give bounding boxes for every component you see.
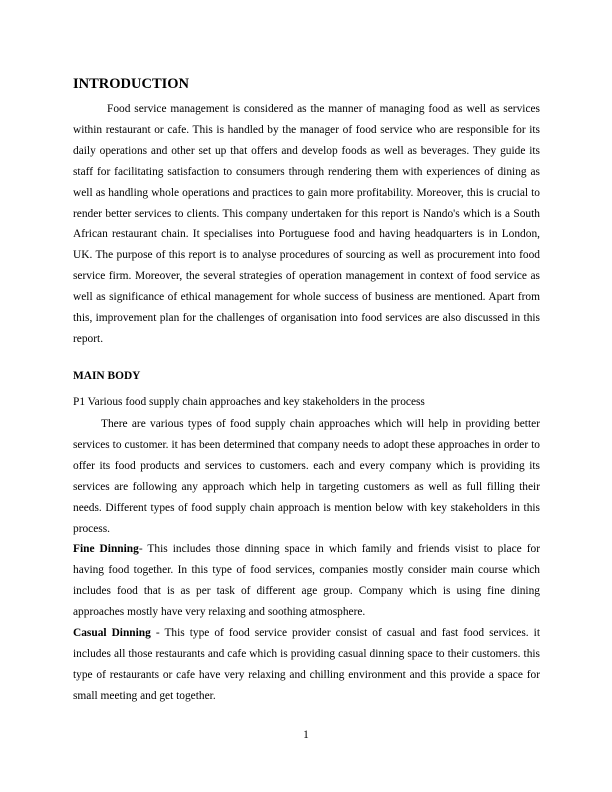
main-body-heading: MAIN BODY <box>73 370 141 382</box>
page-number: 1 <box>303 729 309 741</box>
fine-dining-paragraph <box>73 539 540 623</box>
section-subheading: P1 Various food supply chain approaches and key stakeholders in the process <box>73 396 425 408</box>
casual-dining-term: Casual Dinning <box>73 627 151 639</box>
fine-dining-text: - This includes those dinning space in which family and friends visist to place for having food together. In this type of food services, companies mostly consider main course which includes food that is as per task of different age group. Company which is using fine dining approaches mostly have very relaxing and soothing atmosphere. <box>73 543 540 618</box>
introduction-heading: INTRODUCTION <box>73 76 190 92</box>
casual-dining-text: - This type of food service provider consist of casual and fast food services. it includes all those restaurants and cafe which is providing casual dinning space to their customers. this type of restaurants or cafe have very relaxing and chilling environment and this provide a space for small meeting and get together. <box>73 627 540 702</box>
supply-chain-paragraph: There are various types of food supply chain approaches which will help in providing better services to customer. it has been determined that company needs to adopt these approaches in order to offer its food products and services to customers. each and every company which is providing its services are following any approach which help in targeting customers as well as full filling their needs. Different types of food supply chain approach is mention below with key stakeholders in this process. <box>73 418 540 535</box>
casual-dining-paragraph <box>73 623 540 707</box>
introduction-paragraph: Food service management is considered as the manner of managing food as well as services within restaurant or cafe. This is handled by the manager of food service who are responsible for its daily operations and other set up that offers and develop foods as well as beverages. They guide its staff for facilitating satisfaction to consumers through rendering them with experiences of dining as well as handling whole operations and practices to gain more profitability. Moreover, this is crucial to render better services to clients. This company undertaken for this report is Nando's which is a South African restaurant chain. It specialises into Portuguese food and having headquarters is in London, UK. The purpose of this report is to analyse procedures of sourcing as well as procurement into food service firm. Moreover, the several strategies of operation management in context of food service as well as significance of ethical management for whole success of business are mentioned. Apart from this, improvement plan for the challenges of organisation into food services are also discussed in this report. <box>73 103 540 345</box>
fine-dining-term: Fine Dinning <box>73 543 139 555</box>
